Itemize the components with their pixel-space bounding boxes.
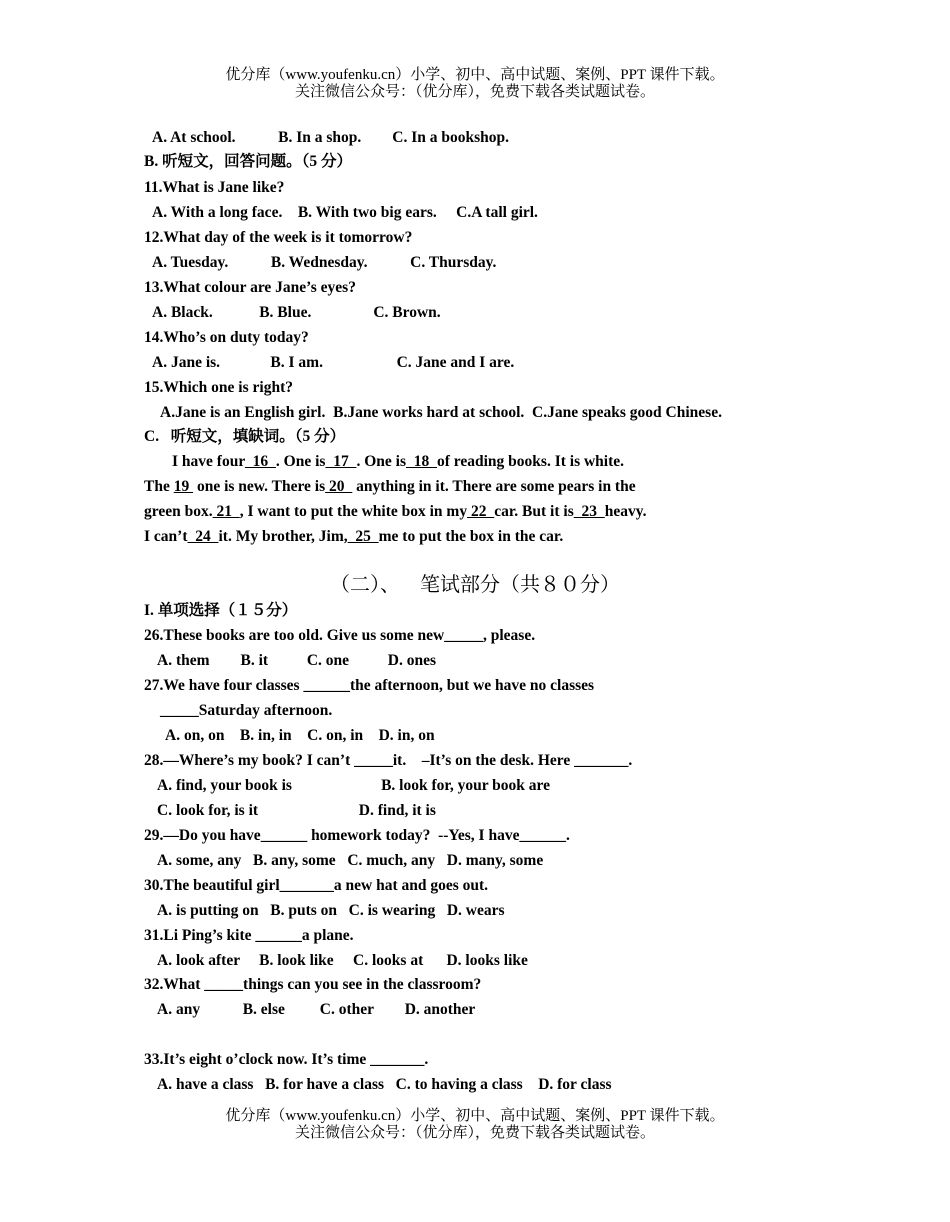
page-header [0, 67, 950, 101]
question: 12.What day of the week is it tomorrow? [144, 229, 413, 246]
question: 28.—Where’s my book? I can’t _____it. –It’s on the desk. Here _______. [144, 752, 633, 769]
question: 11.What is Jane like? [144, 179, 285, 196]
blank-17: 17 [325, 453, 357, 470]
blank-18: 18 [405, 453, 437, 470]
part-c-title: C. 听短文，填缺词。（5 分） [144, 428, 346, 445]
passage-text: I can’t [144, 528, 188, 545]
question-continuation: _____Saturday afternoon. [160, 702, 333, 719]
question-options: A. Black. B. Blue. C. Brown. [152, 304, 441, 321]
passage-text: one is new. There is [193, 478, 326, 495]
passage-text: I have four [172, 453, 245, 470]
question: 31.Li Ping’s kite ______a plane. [144, 927, 354, 944]
passage-text: , I want to put the white box in my [239, 503, 468, 520]
question-options: A. Jane is. B. I am. C. Jane and I are. [152, 354, 515, 371]
passage-line-4 [144, 527, 563, 547]
page-footer [0, 1108, 950, 1142]
passage-text: car. But it is [494, 503, 574, 520]
blank-24: 24 [187, 528, 219, 545]
question-options: A. on, on B. in, in C. on, in D. in, on [165, 727, 435, 744]
question-options: C. look for, is it D. find, it is [157, 802, 436, 819]
part-b-title: B. 听短文，回答问题。（5 分） [144, 153, 352, 170]
header-line-2: 关注微信公众号：（优分库），免费下载各类试题试卷。 [294, 84, 655, 100]
question-options: A. look after B. look like C. looks at D. looks like [157, 952, 528, 969]
passage-text: heavy. [604, 503, 647, 520]
question: 26.These books are too old. Give us some new_____, please. [144, 627, 536, 644]
passage-text: . One is [356, 453, 406, 470]
passage-text: it. My brother, Jim, [218, 528, 348, 545]
blank-20: 20 [325, 478, 353, 495]
blank-16: 16 [244, 453, 276, 470]
blank-19: 19 [173, 478, 194, 495]
passage-line-3 [144, 502, 647, 522]
question-options: A. any B. else C. other D. another [157, 1001, 476, 1018]
passage-text: . One is [275, 453, 326, 470]
blank-25: 25 [347, 528, 379, 545]
passage-text: anything in it. There are some pears in the [352, 478, 636, 495]
passage-line-2 [144, 477, 636, 497]
part-1-title: I. 单项选择（１５分） [144, 602, 298, 619]
blank-23: 23 [573, 503, 605, 520]
question-options: A.Jane is an English girl. B.Jane works hard at school. C.Jane speaks good Chinese. [160, 404, 722, 421]
question-options: A. With a long face. B. With two big ears. C.A tall girl. [152, 204, 538, 221]
blank-22: 22 [467, 503, 495, 520]
question: 29.—Do you have______ homework today? --Yes, I have______. [144, 827, 570, 844]
question-options: A. have a class B. for have a class C. to having a class D. for class [157, 1076, 612, 1093]
passage-text: me to put the box in the car. [378, 528, 564, 545]
passage-text: green box. [144, 503, 213, 520]
question: 14.Who’s on duty today? [144, 329, 309, 346]
question: 30.The beautiful girl_______a new hat and goes out. [144, 877, 489, 894]
question: 27.We have four classes ______the afternoon, but we have no classes [144, 677, 595, 694]
passage-text: of reading books. It is white. [436, 453, 625, 470]
question: 15.Which one is right? [144, 379, 293, 396]
header-line-1: 优分库（www.youfenku.cn）小学、初中、高中试题、案例、PPT 课件下载。 [225, 67, 725, 83]
question-options: A. find, your book is B. look for, your book are [157, 777, 551, 794]
footer-line-2: 关注微信公众号：（优分库），免费下载各类试题试卷。 [294, 1125, 655, 1141]
blank-21: 21 [212, 503, 240, 520]
question-options: A. some, any B. any, some C. much, any D. many, some [157, 852, 544, 869]
passage-text: The [144, 478, 174, 495]
written-section-title: （二）、 笔试部分（共８０分） [330, 574, 620, 596]
question: 13.What colour are Jane’s eyes? [144, 279, 356, 296]
question-options: A. is putting on B. puts on C. is wearing D. wears [157, 902, 505, 919]
question: 32.What _____things can you see in the classroom? [144, 976, 482, 993]
question: 33.It’s eight o’clock now. It’s time _______. [144, 1051, 429, 1068]
question-options: A. Tuesday. B. Wednesday. C. Thursday. [152, 254, 497, 271]
question-options: A. them B. it C. one D. ones [157, 652, 436, 669]
q10-options: A. At school. B. In a shop. C. In a bookshop. [152, 129, 510, 146]
passage-line-1 [172, 452, 624, 472]
footer-line-1: 优分库（www.youfenku.cn）小学、初中、高中试题、案例、PPT 课件下载。 [225, 1108, 725, 1124]
